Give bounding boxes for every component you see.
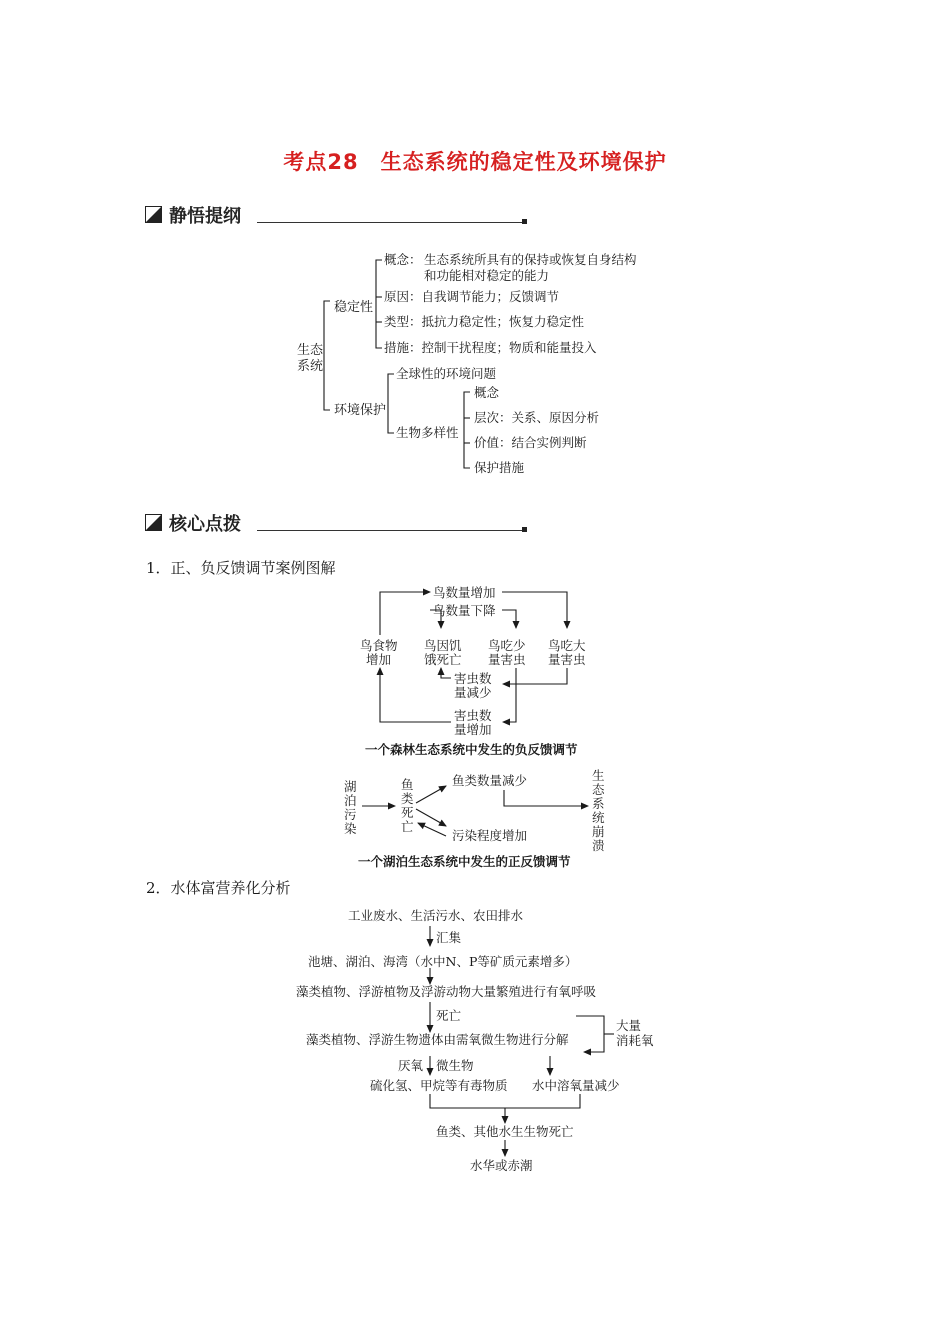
pos-collapse: 崩 — [592, 824, 605, 839]
pos-collapse: 统 — [592, 810, 605, 825]
neg-pest-decrease: 量减少 — [454, 685, 492, 700]
neg-bird-increase: 鸟数量增加 — [433, 585, 496, 600]
neg-bird-decrease: 鸟数量下降 — [433, 603, 496, 618]
tree-bio-item: 层次：关系、原因分析 — [474, 410, 600, 425]
flow-side-oxygen: 大量 — [616, 1018, 642, 1033]
tree-stability-label: 稳定性 — [334, 300, 374, 315]
neg-eat-few: 量害虫 — [488, 652, 526, 667]
tree-protection-label: 环境保护 — [334, 403, 387, 418]
pos-collapse: 生 — [592, 768, 605, 783]
pos-fish-decrease: 鱼类数量减少 — [452, 773, 528, 788]
flow-step-bloom: 水华或赤潮 — [470, 1158, 533, 1173]
flow-step-aquatic-death: 鱼类、其他水生生物死亡 — [436, 1124, 574, 1139]
pos-collapse: 系 — [592, 796, 605, 811]
flow-side-oxygen: 消耗氧 — [616, 1033, 654, 1048]
tree-types: 类型：抵抗力稳定性；恢复力稳定性 — [384, 314, 585, 329]
eutrophication-flow — [0, 880, 950, 1180]
tree-bio-item: 价值：结合实例判断 — [474, 435, 587, 450]
neg-pest-increase: 量增加 — [454, 722, 492, 737]
section-title: 静悟提纲 — [169, 206, 241, 227]
pos-lake-pollution: 泊 — [344, 793, 357, 808]
tree-measures: 措施：控制干扰程度；物质和能量投入 — [384, 340, 597, 355]
pos-fish-death: 死 — [401, 805, 414, 820]
tree-concept-prefix: 概念： — [384, 252, 422, 267]
item2-heading: 2．水体富营养化分析 — [146, 879, 291, 897]
neg-bird-starve: 鸟因饥 — [424, 638, 462, 653]
tree-bio-item: 保护措施 — [474, 460, 525, 475]
section-title: 核心点拨 — [169, 514, 241, 535]
pos-collapse: 溃 — [592, 838, 605, 853]
item1-heading: 1．正、负反馈调节案例图解 — [146, 559, 336, 577]
flow-step-toxins: 硫化氢、甲烷等有毒物质 — [370, 1078, 508, 1093]
neg-eat-many: 量害虫 — [548, 652, 586, 667]
tree-root-line2: 系统 — [297, 359, 324, 374]
pos-fish-death: 亡 — [401, 819, 414, 834]
tree-cause: 原因：自我调节能力；反馈调节 — [384, 289, 560, 304]
neg-eat-few: 鸟吃少 — [488, 638, 526, 653]
flow-arrow-label: 死亡 — [436, 1008, 462, 1023]
pos-lake-pollution: 染 — [344, 821, 357, 836]
flow-arrow-label: 汇集 — [436, 930, 462, 945]
flow-step-low-oxygen: 水中溶氧量减少 — [532, 1078, 620, 1093]
flow-arrow-label: 厌氧 — [398, 1058, 424, 1073]
flow-step-waters: 池塘、湖泊、海湾（水中N、P等矿质元素增多） — [308, 954, 578, 969]
tree-root-line1: 生态 — [297, 343, 324, 358]
tree-biodiversity-label: 生物多样性 — [396, 425, 459, 440]
page-title: 考点28 生态系统的稳定性及环境保护 — [283, 150, 667, 174]
neg-eat-many: 鸟吃大 — [548, 638, 586, 653]
flow-step-sources: 工业废水、生活污水、农田排水 — [348, 908, 524, 923]
neg-food-increase: 鸟食物 — [360, 638, 398, 653]
tree-concept-line2: 和功能相对稳定的能力 — [424, 268, 550, 283]
flow-step-proliferation: 藻类植物、浮游植物及浮游动物大量繁殖进行有氧呼吸 — [296, 984, 597, 999]
flow-step-decomposition: 藻类植物、浮游生物遗体由需氧微生物进行分解 — [306, 1032, 569, 1047]
neg-food-increase: 增加 — [366, 652, 392, 667]
tree-global-issues: 全球性的环境问题 — [396, 366, 497, 381]
neg-caption: 一个森林生态系统中发生的负反馈调节 — [365, 742, 578, 757]
pos-fish-death: 鱼 — [401, 777, 414, 792]
pos-caption: 一个湖泊生态系统中发生的正反馈调节 — [358, 854, 571, 869]
tree-concept-line1: 生态系统所具有的保持或恢复自身结构 — [424, 252, 637, 267]
pos-collapse: 态 — [592, 782, 605, 797]
neg-pest-decrease: 害虫数 — [454, 671, 492, 686]
flow-arrow-label: 微生物 — [436, 1058, 474, 1073]
neg-pest-increase: 害虫数 — [454, 708, 492, 723]
pos-pollution-increase: 污染程度增加 — [452, 828, 528, 843]
neg-bird-starve: 饿死亡 — [424, 652, 462, 667]
pos-lake-pollution: 湖 — [344, 779, 357, 794]
pos-fish-death: 类 — [401, 791, 414, 806]
pos-lake-pollution: 污 — [344, 807, 357, 822]
tree-bio-item: 概念 — [474, 385, 500, 400]
